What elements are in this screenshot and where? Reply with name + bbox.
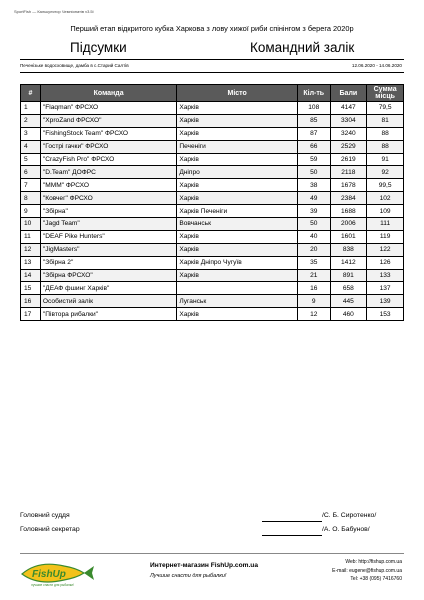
city-cell: Дніпро <box>177 166 298 179</box>
place-sum-cell: 139 <box>367 295 404 308</box>
table-row <box>21 269 404 282</box>
dates-text: 12.06.2020 - 14.06.2020 <box>351 63 402 68</box>
count-cell: 66 <box>297 140 330 153</box>
app-note: SportFish — Калькулятор Чемпіонатів v3.5i <box>14 9 94 14</box>
rank-cell: 9 <box>21 205 41 218</box>
page-title: Перший етап відкритого кубка Харкова з лову хижої риби спінінгом з берега 2020р <box>70 24 354 33</box>
rank-cell: 11 <box>21 230 41 243</box>
rank-cell: 8 <box>21 192 41 205</box>
team-cell: "Півтора рибалки" <box>40 308 176 321</box>
place-sum-cell: 111 <box>367 218 404 231</box>
points-cell: 1601 <box>330 230 367 243</box>
judge-label: Головний суддя <box>20 512 70 519</box>
web-link[interactable]: Web: http://fishup.com.ua <box>345 559 402 565</box>
shop-slogan: Лучшие снасти для рыбалки! <box>150 573 227 579</box>
secretary-name: /А. О. Бабунов/ <box>322 526 370 533</box>
table-row <box>21 114 404 127</box>
table-header-row <box>21 85 404 102</box>
city-cell: Харків <box>177 102 298 115</box>
team-cell: "Flaqman" ФРСХО <box>40 102 176 115</box>
header-divider <box>20 59 404 60</box>
rank-cell: 5 <box>21 153 41 166</box>
place-sum-cell: 99,5 <box>367 179 404 192</box>
count-cell: 35 <box>297 256 330 269</box>
points-cell: 2619 <box>330 153 367 166</box>
team-cell: "МММ" ФРСХО <box>40 179 176 192</box>
col-header-points: Бали <box>330 85 367 102</box>
count-cell: 85 <box>297 114 330 127</box>
points-cell: 4147 <box>330 102 367 115</box>
fish-logo-icon <box>18 556 98 588</box>
col-header-team: Команда <box>40 85 176 102</box>
col-header-place-sum: Сумма місць <box>367 85 404 102</box>
logo-wordmark: FishUp <box>32 569 66 580</box>
team-cell: "D.Team" ДОФРС <box>40 166 176 179</box>
count-cell: 59 <box>297 153 330 166</box>
secretary-signature-line <box>262 535 322 536</box>
table-row <box>21 179 404 192</box>
table-row <box>21 153 404 166</box>
table-row <box>21 140 404 153</box>
rank-cell: 15 <box>21 282 41 295</box>
city-cell: Харків Дніпро Чугуїв <box>177 256 298 269</box>
count-cell: 38 <box>297 179 330 192</box>
city-cell: Харків <box>177 230 298 243</box>
rank-cell: 7 <box>21 179 41 192</box>
place-sum-cell: 153 <box>367 308 404 321</box>
place-sum-cell: 102 <box>367 192 404 205</box>
place-sum-cell: 122 <box>367 243 404 256</box>
points-cell: 1688 <box>330 205 367 218</box>
table-row <box>21 127 404 140</box>
secretary-label: Головний секретар <box>20 526 80 533</box>
city-cell: Харків Печеніги <box>177 205 298 218</box>
count-cell: 20 <box>297 243 330 256</box>
col-header-city: Місто <box>177 85 298 102</box>
points-cell: 3304 <box>330 114 367 127</box>
place-sum-cell: 126 <box>367 256 404 269</box>
points-cell: 2006 <box>330 218 367 231</box>
team-standings-heading: Командний залік <box>250 40 355 55</box>
rank-cell: 16 <box>21 295 41 308</box>
logo-tagline: лучшие снасти для рыбалки! <box>31 583 74 587</box>
meta-divider <box>20 72 404 73</box>
city-cell: Харків <box>177 153 298 166</box>
team-cell: "ДЕАФ фшинг Харків" <box>40 282 176 295</box>
points-cell: 2118 <box>330 166 367 179</box>
points-cell: 3240 <box>330 127 367 140</box>
count-cell: 49 <box>297 192 330 205</box>
points-cell: 2529 <box>330 140 367 153</box>
table-row <box>21 218 404 231</box>
table-row <box>21 192 404 205</box>
team-cell: "FishingStock Team" ФРСХО <box>40 127 176 140</box>
team-cell: "Ковчег" ФРСХО <box>40 192 176 205</box>
table-row <box>21 205 404 218</box>
results-table <box>20 84 404 321</box>
shop-name: Интернет-магазин FishUp.com.ua <box>150 562 258 569</box>
count-cell: 40 <box>297 230 330 243</box>
count-cell: 9 <box>297 295 330 308</box>
table-row <box>21 282 404 295</box>
team-cell: "JigMasters" <box>40 243 176 256</box>
team-cell: Особистий залік <box>40 295 176 308</box>
location-text: Печенізьке водосховище, дамба в с.Старий Салтів <box>20 63 129 68</box>
rank-cell: 17 <box>21 308 41 321</box>
count-cell: 16 <box>297 282 330 295</box>
rank-cell: 10 <box>21 218 41 231</box>
table-row <box>21 256 404 269</box>
city-cell: Харків <box>177 127 298 140</box>
city-cell: Харків <box>177 269 298 282</box>
table-row <box>21 102 404 115</box>
points-cell: 658 <box>330 282 367 295</box>
judge-name: /С. Б. Сиротенко/ <box>322 512 377 519</box>
points-cell: 838 <box>330 243 367 256</box>
fishup-logo <box>18 556 98 588</box>
city-cell: Луганськ <box>177 295 298 308</box>
city-cell: Харків <box>177 243 298 256</box>
place-sum-cell: 91 <box>367 153 404 166</box>
place-sum-cell: 79,5 <box>367 102 404 115</box>
table-row <box>21 230 404 243</box>
contacts-block <box>332 558 402 584</box>
count-cell: 50 <box>297 166 330 179</box>
city-cell <box>177 282 298 295</box>
rank-cell: 4 <box>21 140 41 153</box>
table-row <box>21 243 404 256</box>
points-cell: 1678 <box>330 179 367 192</box>
count-cell: 21 <box>297 269 330 282</box>
rank-cell: 6 <box>21 166 41 179</box>
team-cell: "Збірна" <box>40 205 176 218</box>
count-cell: 87 <box>297 127 330 140</box>
city-cell: Харків <box>177 179 298 192</box>
rank-cell: 1 <box>21 102 41 115</box>
team-cell: "Jagd Team" <box>40 218 176 231</box>
email-link[interactable]: E-mail: eugene@fishup.com.ua <box>332 567 402 574</box>
count-cell: 12 <box>297 308 330 321</box>
table-row <box>21 308 404 321</box>
judge-signature-line <box>262 521 322 522</box>
team-cell: "Гострі гачки" ФРСХО <box>40 140 176 153</box>
team-cell: "Збірна ФРСХО" <box>40 269 176 282</box>
place-sum-cell: 133 <box>367 269 404 282</box>
place-sum-cell: 81 <box>367 114 404 127</box>
rank-cell: 2 <box>21 114 41 127</box>
rank-cell: 13 <box>21 256 41 269</box>
place-sum-cell: 88 <box>367 127 404 140</box>
team-cell: "Збірна 2" <box>40 256 176 269</box>
place-sum-cell: 119 <box>367 230 404 243</box>
city-cell: Вовчанськ <box>177 218 298 231</box>
city-cell: Печеніги <box>177 140 298 153</box>
table-row <box>21 166 404 179</box>
city-cell: Харків <box>177 192 298 205</box>
city-cell: Харків <box>177 114 298 127</box>
rank-cell: 14 <box>21 269 41 282</box>
count-cell: 50 <box>297 218 330 231</box>
points-cell: 1412 <box>330 256 367 269</box>
place-sum-cell: 137 <box>367 282 404 295</box>
place-sum-cell: 88 <box>367 140 404 153</box>
place-sum-cell: 109 <box>367 205 404 218</box>
points-cell: 460 <box>330 308 367 321</box>
team-cell: "XproZand ФРСХО" <box>40 114 176 127</box>
rank-cell: 3 <box>21 127 41 140</box>
place-sum-cell: 92 <box>367 166 404 179</box>
count-cell: 39 <box>297 205 330 218</box>
points-cell: 2384 <box>330 192 367 205</box>
city-cell: Харків <box>177 308 298 321</box>
rank-cell: 12 <box>21 243 41 256</box>
table-row <box>21 295 404 308</box>
team-cell: "CrazyFish Pro" ФРСХО <box>40 153 176 166</box>
col-header-count: Кіл-ть <box>297 85 330 102</box>
phone-text: Tel: +38 (095) 7416760 <box>350 576 402 582</box>
footer-divider <box>20 553 404 554</box>
col-header-rank: # <box>21 85 41 102</box>
points-cell: 445 <box>330 295 367 308</box>
count-cell: 108 <box>297 102 330 115</box>
results-heading: Підсумки <box>70 40 127 55</box>
team-cell: "DEAF Pike Hunters" <box>40 230 176 243</box>
points-cell: 891 <box>330 269 367 282</box>
